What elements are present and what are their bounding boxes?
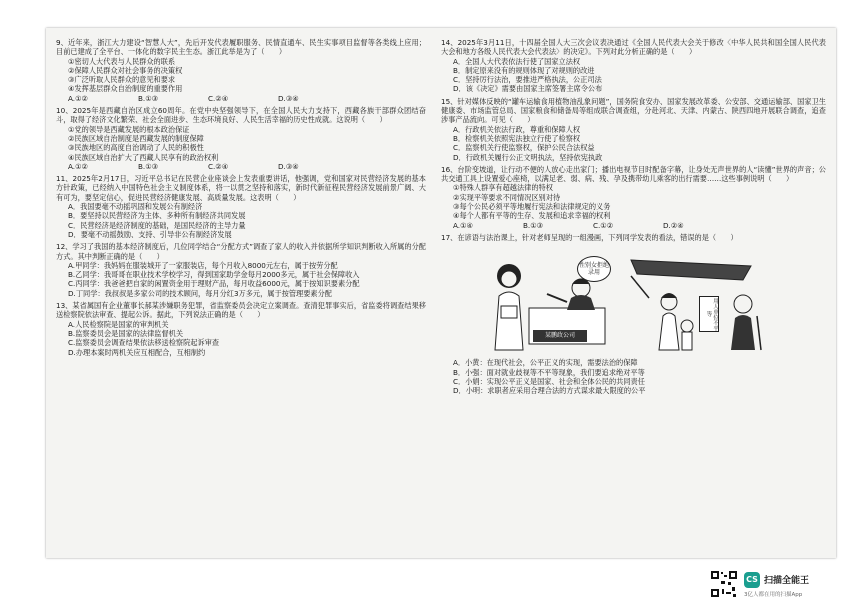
choice-b: B.①③ <box>138 93 159 103</box>
option: C．小娟：实现公平正义是国家、社会和全体公民的共同责任 <box>453 376 645 386</box>
exam-sheet <box>46 28 836 558</box>
option: ①密切人大代表与人民群众的联系 <box>68 56 176 66</box>
option: A.人民检察院是国家的审判机关 <box>68 319 169 329</box>
option: B.乙同学：我哥哥在职业技术学校学习，得到国家助学金每月2000多元，属于社会保障收入 <box>68 270 360 280</box>
option: D．该《决定》需要由国家主席签署主席令公布 <box>453 84 603 94</box>
choice-a: A.①④ <box>453 220 473 230</box>
cartoon-illustration <box>481 246 781 354</box>
option: ④民族区域自治扩大了西藏人民享有的政治权利 <box>68 152 219 162</box>
option: ③广泛听取人民群众的意见和要求 <box>68 75 176 85</box>
choice-a: A.①② <box>68 161 88 171</box>
camscanner-logo-icon: CS <box>744 572 760 588</box>
cartoon-drawing <box>481 246 781 354</box>
option: A．行政机关依法行政，尊重和保障人权 <box>453 124 581 134</box>
qr-code-icon <box>710 570 738 598</box>
choice-c: C.①② <box>593 220 614 230</box>
option: C.丙同学：我爸爸把自家的闲置资金用于理财产品，每月收益6000元，属于按知识要素分配 <box>68 279 360 289</box>
choice-b: B.①③ <box>138 161 159 171</box>
option: A.甲同学：我妈妈在服装城开了一家服装店，每个月收入8000元左右，属于按劳分配 <box>68 260 338 270</box>
option: ③每个公民必须平等地履行宪法和法律规定的义务 <box>453 202 611 212</box>
question-stem: 9、近年来，浙江大力建设“智慧人大”，先后开发代表履职服务、民情直通车、民生实事项目监督等各类线上应用；目前已建成了全平台、一体化的数字民主生态。浙江此举是为了（ ） <box>56 38 426 57</box>
question-13 <box>56 301 426 357</box>
question-15 <box>441 97 826 162</box>
option: C.监察委员会调查结果依法移送检察院起诉审查 <box>68 338 220 348</box>
question-17 <box>441 233 826 395</box>
choice-d: D.③④ <box>278 93 299 103</box>
choice-d: D.②④ <box>663 220 684 230</box>
question-stem: 11、2025年2月17日，习近平总书记在民营企业座谈会上发表重要讲话，他强调，党和国家对民营经济发展的基本方针政策，已经纳入中国特色社会主义制度体系，将一以贯之坚持和落实，新时代新征程民营经济发展前景广阔、大有可为，要坚定信心，促进民营经济健康发展、高质量发展。这表明（ ） <box>56 174 426 202</box>
option: ②实现平等要求不同情况区别对待 <box>453 192 561 202</box>
option: B．检察机关依照宪法独立行使了检察权 <box>453 133 581 143</box>
question-11 <box>56 174 426 239</box>
choice-row <box>453 221 826 230</box>
question-10 <box>56 106 426 171</box>
question-stem: 17、在谚语与法治课上，针对老师呈现的一组漫画，下列同学发表的看法，错误的是（ ） <box>441 232 738 242</box>
left-column <box>56 38 426 360</box>
option: B．制定原来没有的规则体现了对规则的改进 <box>453 65 595 75</box>
choice-b: B.①③ <box>523 220 544 230</box>
option: ①党的领导是西藏发展的根本政治保证 <box>68 124 190 134</box>
option: A．小黄：在现代社会，公平正义的实现，需要法治的保障 <box>453 358 638 368</box>
option: D．行政机关履行公正文明执法，坚持依宪执政 <box>453 152 603 162</box>
option: ③民族地区的高度自治调动了人民的积极性 <box>68 143 204 153</box>
question-stem: 15、针对媒体反映的“罐车运输食用植物油乱象问题”，国务院食安办、国家发展改革委、公安部、交通运输部、国家卫生健康委、市场监管总局、国家粮食和储备局等组成联合调查组，分赴河北、天津、内蒙古、陕西四地开展联合调查，追查涉事产品流向。可见（ ） <box>441 96 826 125</box>
option: D．小明：求职者应采用合理合法的方式谋求最大限度的公平 <box>453 386 646 396</box>
option: C．监察机关行使监察权，保护公民合法权益 <box>453 143 595 153</box>
option: B．小强：面对就业歧视等不平等现象，我们要追求绝对平等 <box>453 367 645 377</box>
question-stem: 12、学习了我国的基本经济制度后，几位同学结合“分配方式”调查了家人的收入并依据所学知识判断收入所属的分配方式。其中判断正确的是（ ） <box>56 242 426 261</box>
choice-row <box>68 94 426 103</box>
option: ①特殊人群享有超越法律的特权 <box>453 183 553 193</box>
company-sign: 某鹏政公司 <box>533 330 587 342</box>
option: D.办理本案时两机关应互相配合，互相制约 <box>68 347 206 357</box>
choice-a: A.①② <box>68 93 88 103</box>
question-stem: 14、2025年3月11日，十四届全国人大三次会议表决通过《全国人民代表大会关于修改〈中华人民共和国全国人民代表大会和地方各级人民代表大会代表法〉的决定》。下列对此分析正确的是（ ） <box>441 38 826 57</box>
question-stem: 10、2025年是西藏自治区成立60周年。在党中央坚强领导下，在全国人民大力支持下，西藏各族干部群众团结奋斗，取得了经济文化繁荣、社会全面进步、生态环境良好、人民生活幸福的历史性成就。这说明（ ） <box>56 106 426 125</box>
speech-bubble: 性别女拒绝录用 <box>577 256 611 282</box>
option: ②保障人民群众对社会事务的决策权 <box>68 65 183 75</box>
brand-tagline: 3亿人都在用的扫描App <box>744 592 803 598</box>
choice-c: C.②④ <box>208 93 229 103</box>
question-12 <box>56 242 426 298</box>
option: C．民营经济是经济制度的基础，是国民经济的主导力量 <box>68 220 246 230</box>
option: C．坚持厉行法治，要推进严格执法，公正司法 <box>453 75 602 85</box>
question-14 <box>441 38 826 94</box>
right-column <box>441 38 826 398</box>
option: D.丁同学：我叔叔是多家公司的技术顾问，每月分红3万多元，属于按管理要素分配 <box>68 288 332 298</box>
option: A．我国要毫不动摇巩固和发展公有制经济 <box>68 202 203 212</box>
scanner-watermark <box>710 566 850 602</box>
option: ②民族区域自治制度是西藏发展的制度保障 <box>68 133 204 143</box>
option: ④发挥基层群众自治制度的重要作用 <box>68 84 183 94</box>
placard: 用人单位不平等 <box>699 296 719 332</box>
option: A．全国人大代表依法行使了国家立法权 <box>453 56 581 66</box>
choice-row <box>68 162 426 171</box>
choice-c: C.②④ <box>208 161 229 171</box>
question-stem: 13、某省属国有企业董事长郝某涉嫌职务犯罪，省监察委员会决定立案调查。查清犯罪事实后，省监委将调查结果移送检察院依法审查、提起公诉。据此，下列说法正确的是（ ） <box>56 301 426 320</box>
question-9 <box>56 38 426 103</box>
option: ④每个人都有平等的生存、发展和追求幸福的权利 <box>453 211 611 221</box>
choice-d: D.③④ <box>278 161 299 171</box>
option: B.监察委员会是国家的法律监督机关 <box>68 328 184 338</box>
option: B．要坚持以民营经济为主体、多种所有制经济共同发展 <box>68 211 246 221</box>
option: D．要毫不动摇鼓励、支持、引导非公有制经济发展 <box>68 229 232 239</box>
brand-name: 扫描全能王 <box>764 576 810 586</box>
question-16 <box>441 165 826 230</box>
question-stem: 16、台阶变坡道，让行动不便的人放心走出家门；播出电视节目时配备字幕，让身处无声世界的人“读懂”世界的声音；公共交通工具上设置爱心座椅，以满足老、弱、病、残、孕及携带幼儿乘客的出行需要……这些事例说明（ ） <box>441 164 826 184</box>
